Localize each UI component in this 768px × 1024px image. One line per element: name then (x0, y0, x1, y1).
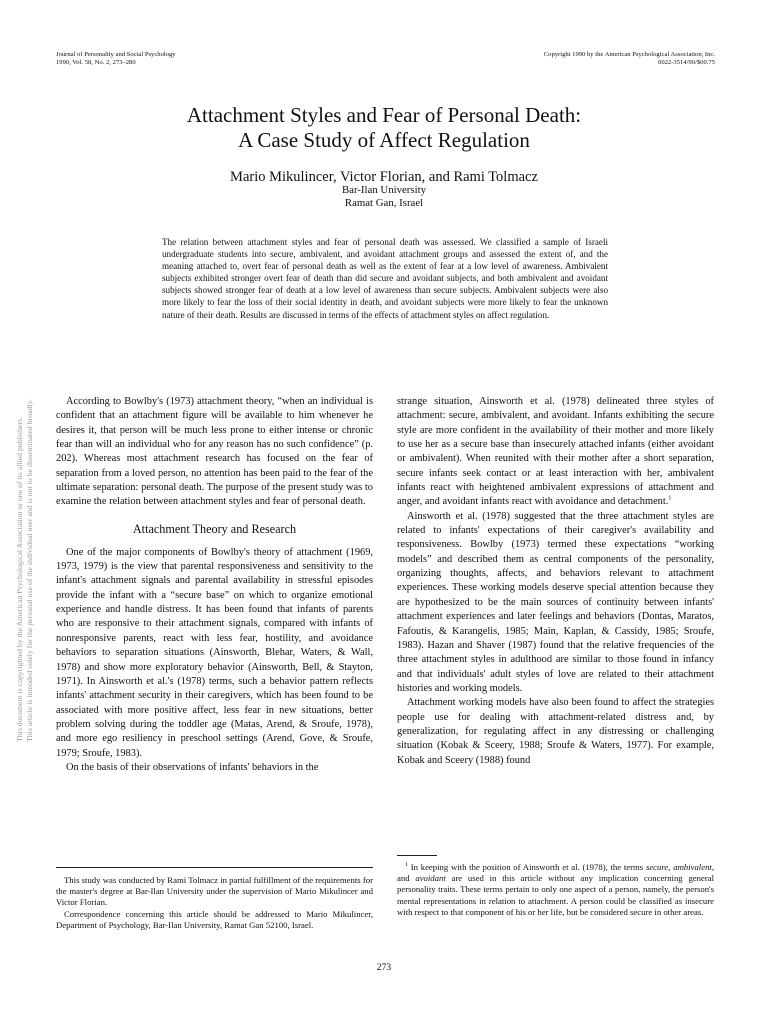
copyright-line: Copyright 1990 by the American Psychological Association, Inc. (543, 51, 715, 58)
copyright-notice (544, 51, 715, 67)
footnote-1 (397, 862, 714, 918)
section-heading: Attachment Theory and Research (132, 521, 297, 536)
body-paragraph: Attachment working models have also been found to affect the strategies people use for dealing with attachment-related distress and, by generalization, for regulating affect in any distressing or challenging situation (Kobak & Sceery, 1988; Sroufe & Waters, 1977). For example, Kobak and Sceery (1988) found (397, 697, 714, 766)
affiliation (0, 184, 768, 209)
body-paragraph: Ainsworth et al. (1978) suggested that the three attachment styles are related to infants' expectations of their caregiver's availability and responsiveness. Bowlby (1973) termed these expectations “working models” and described them as central components of the personality, organizing thoughts, affects, and behaviors relevant to attachment experiences. These working models deserve special attention because they are hypothesized to be the main sources of continuity between infants' attachment experiences and later feelings and behaviors (Dontas, Maratos, Fafoutis, & Karangelis, 1985; Main, Kaplan, & Cassidy, 1985; Sroufe, 1983). Hazan and Shaver (1987) found that the relative frequencies of the three attachment styles in adulthood are similar to those found in infancy and that individuals' adult styles of love are related to their attachment histories and working models. (397, 510, 714, 694)
body-paragraph (397, 395, 714, 510)
right-column (397, 395, 714, 768)
body-paragraph: One of the major components of Bowlby's theory of attachment (1969, 1973, 1979) is the view that parental responsiveness and sensitivity to the infant's attachment signals and parental availability in stressful episodes provide the infant with a “secure base” on which to organize emotional experience and handle distress. It has been found that infants of parents who are responsive to their attachment signals, compared with infants of nonresponsive parents, react with less fear, hostility, and avoidance behaviors to separation situations (Ainsworth, Blehar, Waters, & Wall, 1978) and show more exploratory behavior (Ainsworth, Bell, & Stayton, 1971). In Ainsworth et al.'s (1978) terms, such a behavior pattern reflects infants' attachment security in their caregivers, which has been found to be associated with more positive affect, less fear in new situations, better problem solving during the toddler age (Matas, Arend, & Sroufe, 1978), and more ego resiliency in preschool settings (Arend, Gove, & Sroufe, 1979; Sroufe, 1983). (56, 546, 373, 759)
footnote-divider (56, 867, 373, 868)
body-paragraph: On the basis of their observations of infants' behaviors in the (66, 761, 319, 773)
title-line-2: A Case Study of Affect Regulation (238, 128, 530, 152)
author-note-correspondence: Correspondence concerning this article should be addressed to Mario Mikulincer, Department of Psychology, Bar-Ilan University, Ramat Gan 52100, Israel. (56, 908, 373, 930)
page-number: 273 (376, 962, 392, 973)
paragraph-text: strange situation, Ainsworth et al. (1978) delineated three styles of attachment: secure, ambivalent, and avoidant. Infants exhibiting the secure style are more confident in the availability of their mother and more likely to use her as a secure base than insecurely attached infants (either avoidant or ambivalent). When reunited with their mother after a short separation, secure infants seek contact or at least interaction with her, ambivalent infants react with heightened ambivalent expressions of attachment and anger, and avoidant infants react with avoidance and detachment. (397, 396, 714, 508)
journal-citation (56, 51, 176, 67)
body-paragraph: According to Bowlby's (1973) attachment theory, “when an individual is confident that an attachment figure will be available to him whenever he desires it, that person will be much less prone to either intense or chronic fear than will an individual who for any reason has no such confidence” (p. 202). Whereas most attachment research has focused on the fear of separation from a loved person, no attention has been paid to the fear of the ultimate separation: personal death. The purpose of the present study was to examine the relation between attachment styles and fear of personal death. (56, 396, 373, 508)
watermark-line-2: This article is intended solely for the personal use of the individual user and is not to be disseminated broadly. (25, 399, 34, 742)
watermark-line-1: This document is copyrighted by the American Psychological Association or one of its allied publishers. (15, 416, 24, 742)
issn-line: 0022-3514/90/$00.75 (658, 59, 715, 66)
author-note (56, 875, 373, 931)
author-note-study: This study was conducted by Rami Tolmacz in partial fulfillment of the requirements for the master's degree at Bar-Ilan University under the supervision of Mario Mikulincer and Victor Florian. (56, 875, 373, 908)
footnote-reference[interactable]: 1 (668, 495, 672, 502)
author-list: Mario Mikulincer, Victor Florian, and Rami Tolmacz (230, 169, 538, 185)
abstract: The relation between attachment styles and fear of personal death was assessed. We classified a sample of Israeli undergraduate students into secure, ambivalent, and avoidant attachment groups and assessed the extent of, and the meaning attached to, overt fear of personal death as well as the extent of fear at a low level of awareness. Ambivalent subjects exhibited stronger overt fear of death than did secure and avoidant subjects, and both ambivalent and avoidant subjects showed stronger fear of death at a low level of awareness than secure subjects. Ambivalent subjects were also more likely to fear the loss of their social identity in death, and avoidant subjects were more likely to fear the unknown nature of their death. Results are discussed in terms of the effects of attachment styles on affect regulation. (162, 237, 608, 320)
affiliation-university: Bar-Ilan University (341, 184, 427, 196)
title-line-1: Attachment Styles and Fear of Personal Death: (186, 103, 582, 127)
footnote-text: $^1$ In keeping with the position of Ainsworth et al. (1978), the terms secure, ambivalent, and avoidant are used in this article without any implication concerning general personality traits. These terms pertain to only one aspect of a person, namely, the person's mental representations in relation to attachment. A person could be classified as insecure with respect to that component of his or her life, but be considered secure in other areas. (397, 862, 715, 917)
footnote-mark: 1 (405, 862, 408, 869)
copyright-watermark (15, 262, 35, 742)
left-column (56, 395, 373, 775)
article-title (0, 103, 768, 153)
affiliation-location: Ramat Gan, Israel (344, 196, 424, 209)
footnote-divider (397, 855, 437, 856)
journal-volume: 1990, Vol. 58, No. 2, 273–280 (56, 59, 136, 66)
journal-name: Journal of Personality and Social Psychology (56, 51, 176, 58)
